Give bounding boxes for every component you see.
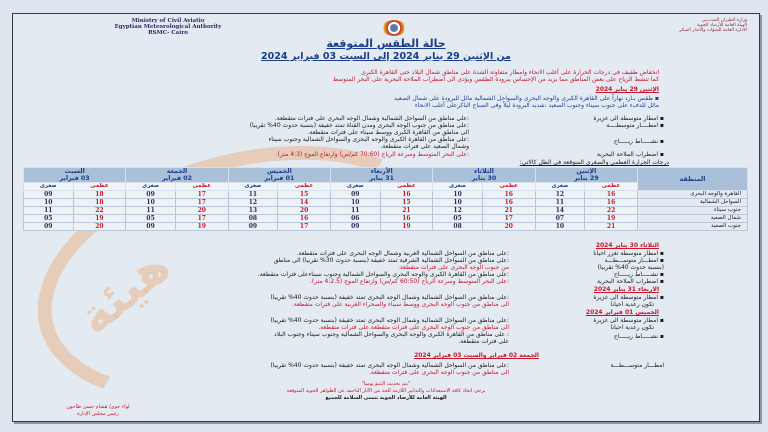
- table-row: [24, 215, 748, 223]
- max-temp-cell: 17: [175, 191, 228, 199]
- max-temp-cell: 21: [380, 207, 433, 215]
- max-header: عظمى: [73, 183, 126, 191]
- min-temp-cell: 08: [228, 215, 277, 223]
- max-temp-cell: 19: [175, 223, 228, 231]
- max-temp-cell: 16: [482, 191, 535, 199]
- max-temp-cell: 17: [175, 215, 228, 223]
- max-temp-cell: 21: [482, 207, 535, 215]
- rsmc-label: RSMC- Cairo: [148, 30, 188, 36]
- max-temp-cell: 16: [380, 215, 433, 223]
- max-temp-cell: 22: [585, 207, 638, 215]
- monday-item-detail: :على مناطق من السواحل الشمالية وشمال الوجه البحرى على فترات متقطعة.: [274, 115, 469, 122]
- tuesday-item-detail: :على مناطق من السواحل الشمالية الغربية وشمال الوجه البحرى على فترات متقطعة.: [296, 250, 509, 257]
- tuesday-item-label: ▪ امطـــار متوســـطـــة: [604, 257, 664, 264]
- min-temp-cell: 09: [24, 223, 74, 231]
- thursday-item-label: ▪ نشـــــاط ريـــــاح: [613, 333, 664, 340]
- monday-item-label: ▪ امطار متوسطة الى غزيرة: [593, 115, 664, 122]
- fri-sat-item-detail: :على مناطق من السواحل الشمالية وشمال الوجه البحرى تمتد خفيفة (بنسبة حدوث 40% تقريبا): [270, 362, 509, 369]
- day-header: الجمعة 02 فبراير: [126, 168, 228, 183]
- min-temp-cell: 09: [228, 223, 277, 231]
- max-temp-cell: 18: [73, 191, 126, 199]
- max-temp-cell: 16: [380, 191, 433, 199]
- min-temp-cell: 09: [331, 191, 380, 199]
- table-row: [24, 207, 748, 215]
- header-arabic: [607, 18, 747, 33]
- min-temp-cell: 12: [228, 199, 277, 207]
- monday-item-detail: :على مناطق من جنوب الوجه البحرى ومدن القناة تمتد خفيفة (بنسبة حدوث 40% تقريبا): [249, 122, 469, 129]
- min-temp-cell: 05: [126, 215, 175, 223]
- min-temp-cell: 10: [535, 223, 584, 231]
- max-temp-cell: 20: [175, 207, 228, 215]
- monday-heading: الإثنين 29 يناير 2024: [595, 86, 659, 93]
- header-english: [83, 18, 253, 36]
- table-header-row: [24, 168, 748, 183]
- fri-sat-item-detail: الى مناطق من جنوب الوجه البحرى على فترات متقطعة.: [368, 369, 509, 376]
- signature-title: رئيس مجلس الإدارة: [77, 411, 119, 417]
- min-temp-cell: 10: [433, 199, 482, 207]
- table-row: [24, 191, 748, 199]
- thursday-heading: الخميس 01 فبراير 2024: [585, 309, 659, 316]
- fri-sat-item-label: امطـــار متوســـطـــة: [610, 362, 664, 369]
- max-temp-cell: 14: [278, 199, 331, 207]
- max-temp-cell: 15: [278, 191, 331, 199]
- min-temp-cell: 06: [331, 215, 380, 223]
- tuesday-heading: الثلاثاء 30 يناير 2024: [595, 242, 659, 249]
- region-header: المنطقة: [638, 168, 748, 191]
- wishes-text: الهيئة العامة للأرصاد الجوية تتمنى السلامة للجميع: [325, 395, 447, 401]
- wednesday-item-detail: :على مناطق من السواحل الشمالية وشمال الوجه البحرى تمتد خفيفة (بنسبة حدوث 40% تقريبا): [270, 294, 509, 301]
- min-temp-cell: 05: [433, 215, 482, 223]
- signature-name: لواء جوى/ هشام حسن طاحون: [66, 404, 130, 410]
- monday-item-label: ▪ نشـــــاط ريـــــاح: [613, 138, 664, 145]
- monday-item-label: ▪ اضطراب الملاحة البحرية: [597, 151, 664, 158]
- department-name-ar: الادارة العامة للتنبؤات والانذار المبكر: [679, 28, 747, 33]
- min-temp-cell: 14: [535, 207, 584, 215]
- min-temp-cell: 13: [228, 207, 277, 215]
- watermark-text: هيئة: [66, 237, 181, 347]
- monday-weather-2: مائل للدفء على جنوب سيناء وجنوب الصعيد ،شديد البرودة ليلاً وفى الصباح الباكرعلى أغلب الانحاء: [414, 102, 659, 109]
- min-header: صغرى: [126, 183, 175, 191]
- table-caption: درجات الحرارة العظمى والصغرى المتوقعة فى الظل كالاتى:: [519, 159, 669, 166]
- min-temp-cell: 10: [331, 199, 380, 207]
- tuesday-item-label: ▪ امطار متوسطة تغزر احيانا: [593, 250, 664, 257]
- table-row: [24, 199, 748, 207]
- min-temp-cell: 11: [228, 191, 277, 199]
- wednesday-item-label-2: تكون رعدية احيانا: [610, 301, 654, 308]
- tuesday-item-label: ▪ اضطراب الملاحة البحرية: [597, 278, 664, 285]
- max-temp-cell: 16: [278, 215, 331, 223]
- thursday-item-label-2: تكون رعدية احيانا: [610, 324, 654, 331]
- min-temp-cell: 08: [433, 223, 482, 231]
- min-temp-cell: 09: [126, 191, 175, 199]
- max-temp-cell: 18: [73, 199, 126, 207]
- day-header: الأربعاء 31 يناير: [331, 168, 433, 183]
- max-temp-cell: 20: [482, 223, 535, 231]
- wednesday-item-label: ▪ امطار متوسطة الى غزيرة: [593, 294, 664, 301]
- max-header: عظمى: [175, 183, 228, 191]
- max-temp-cell: 17: [175, 199, 228, 207]
- max-temp-cell: 16: [585, 199, 638, 207]
- tuesday-item-label: ▪ نشـــــاط ريـــــاح: [613, 271, 664, 278]
- min-temp-cell: 09: [331, 223, 380, 231]
- advice-text: يرجى اتخاذ كافة الاستعدادات والتدابير اللازمة للحد من الآثار الناجمة عن الظواهر الجوية المتوقعة: [286, 388, 486, 394]
- update-note: "يتم تحديث التنبؤ يوميا": [361, 381, 411, 387]
- date-range: من الإثنين 29 يناير 2024 إلى السبت 03 فبراير 2024: [261, 51, 511, 62]
- temperature-table: [23, 167, 748, 231]
- thursday-item-detail: : على مناطق من القاهرة الكبرى والوجه البحرى والسواحل الشمالية وجنوب سيناء وجنوب البلاد: [274, 331, 509, 338]
- thursday-item-detail: :على مناطق من السواحل الشمالية وشمال الوجه البحرى تمتد خفيفة (بنسبة حدوث 40% تقريبا): [270, 317, 509, 324]
- min-temp-cell: 11: [126, 207, 175, 215]
- max-header: عظمى: [482, 183, 535, 191]
- monday-weather-1: ▪ طقس بـارد نهاراً على القاهرة الكبرى والوجه البحرى والسواحل الشمالية مائل للبرودة على شمال الصعيد: [393, 95, 659, 102]
- ema-logo-icon: [382, 20, 406, 36]
- max-temp-cell: 19: [380, 223, 433, 231]
- min-temp-cell: 11: [331, 207, 380, 215]
- min-temp-cell: 11: [24, 207, 74, 215]
- monday-item-detail: الى مناطق من القاهرة الكبرى ووسط سيناء على فترات متقطعة.: [307, 129, 469, 136]
- max-temp-cell: 19: [585, 215, 638, 223]
- max-temp-cell: 16: [585, 191, 638, 199]
- max-temp-cell: 19: [73, 215, 126, 223]
- tuesday-item-detail: :على البحر المتوسط وسرعة الرياح (60:50 كم/س) وارتفاع الموج (4:2.5 متر).: [310, 278, 509, 285]
- day-header: الخميس 01 فبراير: [228, 168, 330, 183]
- min-header: صغرى: [24, 183, 74, 191]
- min-temp-cell: 12: [433, 207, 482, 215]
- tuesday-item-label-2: (بنسبة حدوث 40% تقريبا): [597, 264, 664, 271]
- monday-item-detail: :على مناطق من القاهرة الكبرى والوجه البحرى والسواحل الشمالية وجنوب سيناء: [268, 136, 469, 143]
- min-temp-cell: 10: [24, 199, 74, 207]
- max-temp-cell: 17: [278, 223, 331, 231]
- monday-item-detail: وشمال الصعيد على فترات متقطعة.: [380, 143, 469, 150]
- thursday-item-detail: على فترات متقطعة.: [458, 338, 509, 345]
- wednesday-heading: الاربعاء 31 يناير 2024: [593, 286, 659, 293]
- fri-sat-heading: الجمعة 02 فبراير والسبت 03 فبراير 2024: [414, 352, 539, 359]
- max-temp-cell: 20: [73, 223, 126, 231]
- min-temp-cell: 10: [433, 191, 482, 199]
- table-row: [24, 223, 748, 231]
- max-header: عظمى: [278, 183, 331, 191]
- intro-line-2: كما تنشط الرياح على بعض المناطق مما يزيد من الإحساس ببرودة الطقس ويؤدى الى اضطراب الملاحة البحرية على البحر المتوسط: [332, 76, 659, 83]
- region-cell: جنوب الصعيد: [638, 223, 748, 231]
- day-header: الإثنين 29 يناير: [535, 168, 637, 183]
- min-temp-cell: 11: [535, 199, 584, 207]
- thursday-item-detail: الى مناطق من جنوب الوجه البحرى على فترات متقطعة.على فترات متقطعة.: [318, 324, 509, 331]
- ministry-name-en: Ministry of Civil Aviatio: [131, 18, 205, 24]
- tuesday-item-detail: :على مناطق من القاهرة الكبرى والوجه البحرى والسواحل الشمالية وجنوب سيناءعلى فترات متقطعة.: [257, 271, 509, 278]
- max-temp-cell: 22: [73, 207, 126, 215]
- thursday-item-label: ▪ امطار متوسطة الى غزيرة: [593, 317, 664, 324]
- min-temp-cell: 09: [24, 191, 74, 199]
- max-temp-cell: 17: [482, 215, 535, 223]
- min-header: صغرى: [331, 183, 380, 191]
- max-temp-cell: 15: [380, 199, 433, 207]
- region-cell: جنوب سيناء: [638, 207, 748, 215]
- min-temp-cell: 10: [126, 199, 175, 207]
- region-cell: السواحل الشمالية: [638, 199, 748, 207]
- tuesday-item-detail: من جنوب الوجه البحرى على فترات متقطعة.: [397, 264, 509, 271]
- max-temp-cell: 21: [585, 223, 638, 231]
- intro-line-1: انخفاض طفيف فى درجات الحرارة على أغلب الانحاء وامطار متفاوتة الشدة على مناطق شمال البلاد حتى القاهرة الكبرى: [361, 69, 659, 76]
- max-temp-cell: 16: [482, 199, 535, 207]
- day-header: السبت 03 فبراير: [24, 168, 126, 183]
- day-header: الثلاثاء 30 يناير: [433, 168, 535, 183]
- min-temp-cell: 07: [535, 215, 584, 223]
- ministry-name-ar: وزارة الطيران المدنــــى: [701, 18, 747, 23]
- min-header: صغرى: [433, 183, 482, 191]
- region-cell: القاهرة والوجه البحرى: [638, 191, 748, 199]
- authority-name-en: Egyptian Meteorological Authority: [114, 24, 222, 30]
- monday-item-label: ▪ امطــــار متوسطــــة: [606, 122, 664, 129]
- authority-name-ar: الهيئة العامة للأرصاد الجوية: [696, 23, 747, 28]
- forecast-document: [12, 13, 760, 422]
- monday-item-detail: :على البحر المتوسط وسرعة الرياح (70:60 كم/س) وارتفاع الموج (4:3 متر).: [275, 151, 469, 158]
- max-header: عظمى: [380, 183, 433, 191]
- max-header: عظمى: [585, 183, 638, 191]
- min-temp-cell: 05: [24, 215, 74, 223]
- wednesday-item-detail: الى مناطق من جنوب الوجه البحرى ووسط سيناء والصحراء الغربية على فترات متقطعة.: [291, 301, 509, 308]
- min-header: صغرى: [228, 183, 277, 191]
- min-temp-cell: 09: [126, 223, 175, 231]
- region-cell: شمال الصعيد: [638, 215, 748, 223]
- max-temp-cell: 20: [278, 207, 331, 215]
- min-temp-cell: 12: [535, 191, 584, 199]
- page-title: حالة الطقس المتوقعة: [326, 37, 446, 50]
- tuesday-item-detail: :على مناطق من السواحل الشمالية الشرقية تمتد خفيفة (بنسبة حدوث 30% تقريبا) الى مناطق: [273, 257, 509, 264]
- min-header: صغرى: [535, 183, 584, 191]
